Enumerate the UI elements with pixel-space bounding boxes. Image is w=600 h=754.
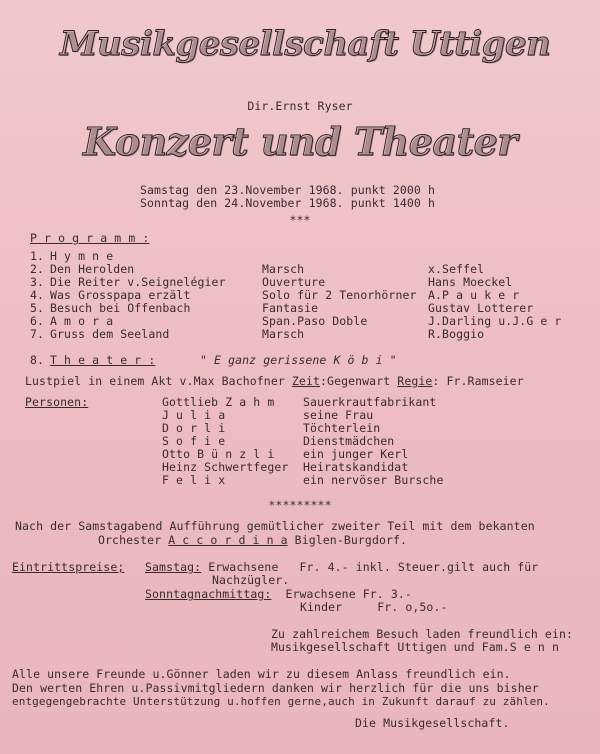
cast-role: Sauerkrautfabrikant [303, 395, 437, 409]
cast-role: Töchterlein [303, 421, 381, 435]
program-num: 3. [30, 275, 45, 289]
cast-role: ein junger Kerl [303, 447, 409, 461]
invitation-line-1: Zu zahlreichem Besuch laden freundlich ein: [271, 627, 574, 641]
program-type: Solo für 2 Tenorhörner [262, 288, 417, 302]
program-title: Den Herolden [50, 262, 135, 276]
program-title: Die Reiter v.Seignelégier [50, 275, 226, 289]
cast-name: Otto B ü n z l i [162, 447, 275, 461]
cast-name: S o f i e [162, 434, 226, 448]
sonntag-text-1: Erwachsene Fr. 3.- [271, 587, 412, 601]
cast-role: seine Frau [303, 408, 374, 422]
samstag-line [145, 561, 538, 574]
program-composer: x.Seffel [428, 262, 485, 276]
samstag-text-1: Erwachsene Fr. 4.- inkl. Steuer.gilt auch für [201, 560, 539, 574]
program-composer: A.P a u k e r [428, 288, 520, 302]
samstag-text-2: Nachzügler. [212, 573, 290, 587]
society-title: Musikgesellschaft Uttigen [60, 24, 551, 64]
prices-label: Eintrittspreise; [12, 560, 125, 574]
program-title: H y m n e [50, 249, 114, 263]
zeit-value: :Gegenwart [320, 374, 391, 388]
program-num: 7. [30, 327, 45, 341]
cast-role: Heiratskandidat [303, 460, 409, 474]
program-title: Gruss dem Seeland [50, 327, 170, 341]
event-title: Konzert und Theater [83, 119, 517, 164]
play-title: " E ganz gerissene K ö b i " [200, 353, 397, 367]
date-sunday: Sonntag den 24.November 1968. punkt 1400 h [140, 196, 435, 210]
play-info-line [25, 375, 524, 388]
sonntag-label: Sonntagnachmittag: [145, 587, 272, 601]
orchestra-name: A c c o r d i n a [168, 533, 288, 547]
closing-line-2: Den werten Ehren u.Passivmitgliedern danken wir herzlich für die uns bisher [12, 681, 539, 695]
personen-label: Personen: [25, 395, 89, 409]
program-title: Besuch bei Offenbach [50, 301, 191, 315]
separator-stars-2: ********* [268, 498, 332, 512]
program-heading: P r o g r a m m : [30, 231, 150, 245]
theater-heading: T h e a t e r : [50, 353, 156, 367]
cast-name: J u l i a [162, 408, 226, 422]
program-title: A m o r a [50, 314, 114, 328]
signature: Die Musikgesellschaft. [355, 716, 510, 730]
zeit-label: Zeit [291, 374, 321, 388]
closing-line-3: entgegengebrachte Unterstützung u.hoffen gerne,auch in Zukunft darauf zu zählen. [12, 695, 550, 708]
regie-value: : Fr.Ramseier [432, 374, 524, 388]
after-prefix: Orchester [98, 533, 169, 547]
program-type: Marsch [262, 262, 305, 276]
program-title: Was Grosspapa erzält [50, 288, 191, 302]
program-type: Marsch [262, 327, 305, 341]
program-composer: Gustav Lotterer [428, 301, 534, 315]
program-num: 6. [30, 314, 45, 328]
cast-name: F e l i x [162, 473, 226, 487]
program-num: 2. [30, 262, 45, 276]
closing-line-1: Alle unsere Freunde u.Gönner laden wir zu diesem Anlass freundlich ein. [12, 667, 511, 681]
separator-stars: *** [289, 213, 311, 227]
program-composer: Hans Moeckel [428, 275, 513, 289]
date-saturday: Samstag den 23.November 1968. punkt 2000 h [140, 183, 435, 197]
program-num: 5. [30, 301, 45, 315]
program-type: Fantasie [262, 301, 319, 315]
program-composer: R.Boggio [428, 327, 485, 341]
cast-name: Gottlieb Z a h m [162, 395, 275, 409]
samstag-label: Samstag: [145, 560, 202, 574]
program-num: 4. [30, 288, 45, 302]
play-author: Lustpiel in einem Akt v.Max Bachofner [25, 374, 285, 388]
sonntag-text-2: Kinder Fr. o,5o.- [300, 600, 448, 614]
program-composer: J.Darling u.J.G e r [428, 314, 562, 328]
program-type: Span.Paso Doble [262, 314, 368, 328]
cast-name: Heinz Schwertfeger [162, 460, 289, 474]
cast-name: D o r l i [162, 421, 226, 435]
after-line-1: Nach der Samstagabend Aufführung gemütlicher zweiter Teil mit dem bekanten [15, 519, 535, 533]
after-line-2 [98, 534, 407, 547]
cast-role: ein nervöser Bursche [303, 473, 444, 487]
director-line: Dir.Ernst Ryser [247, 99, 353, 113]
program-num: 1. [30, 249, 45, 263]
program-type: Ouverture [262, 275, 326, 289]
invitation-line-2: Musikgesellschaft Uttigen und Fam.S e n n [271, 640, 559, 654]
cast-role: Dienstmädchen [303, 434, 395, 448]
regie-label: Regie [397, 374, 433, 388]
theater-num: 8. [30, 353, 45, 367]
after-suffix: Biglen-Burgdorf. [287, 533, 408, 547]
